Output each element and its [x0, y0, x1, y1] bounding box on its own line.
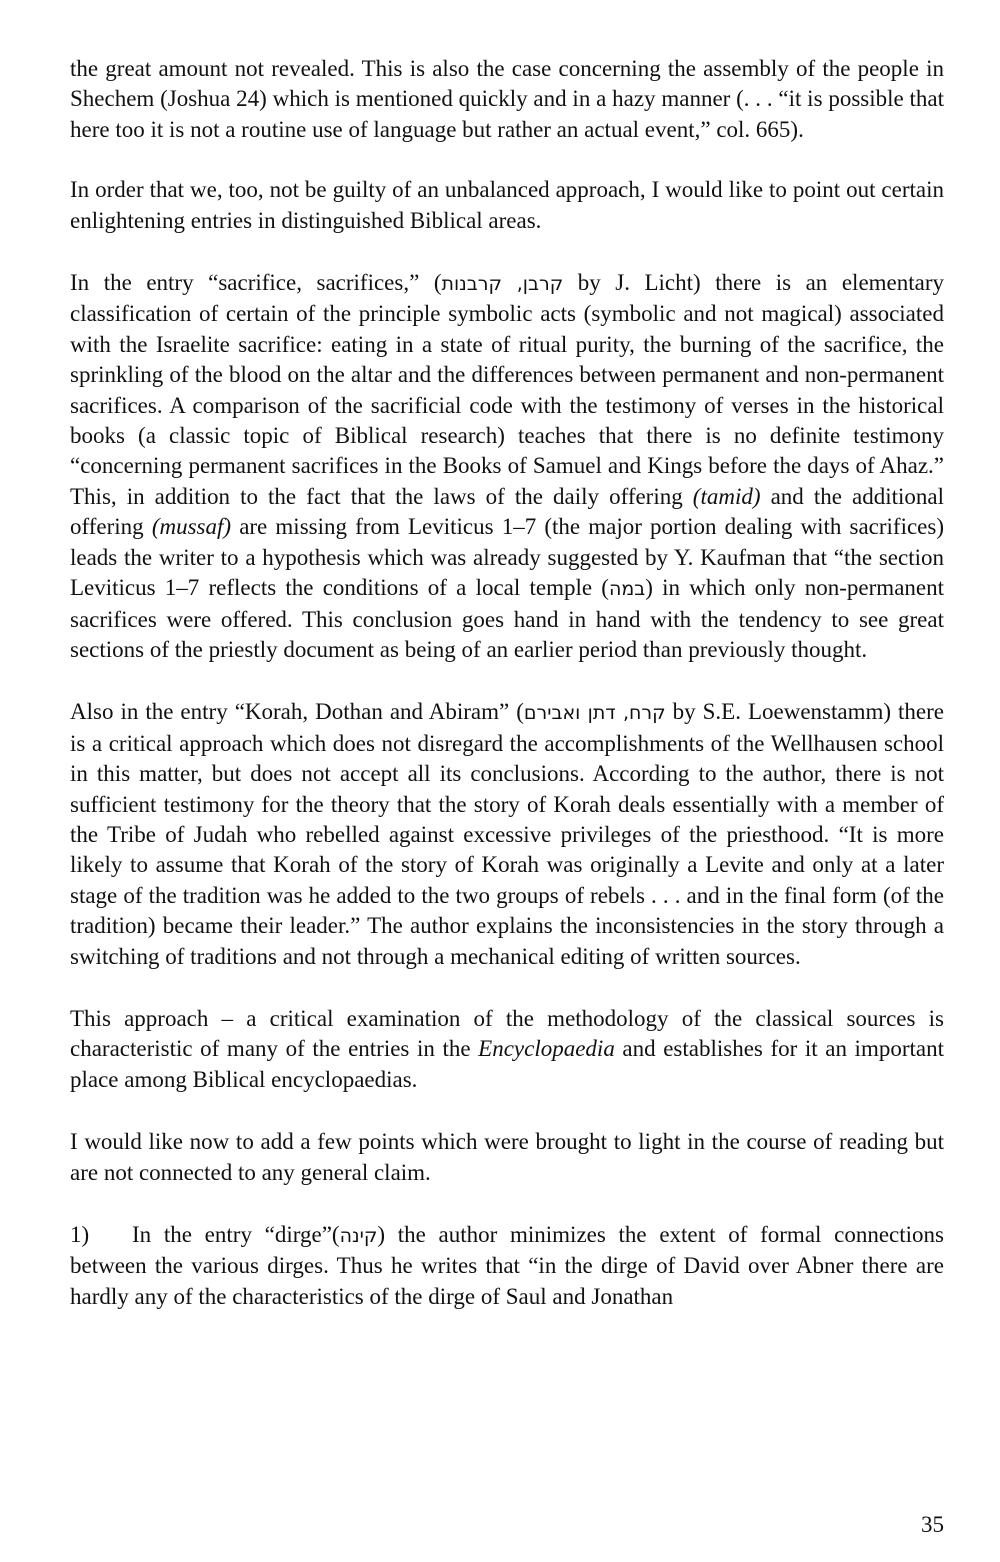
- hebrew-term-sacrifices: קרבן, קרבנות: [441, 273, 564, 296]
- hebrew-term-bamah: במה: [608, 578, 646, 601]
- paragraph-3: [70, 268, 944, 665]
- page-body: [70, 54, 944, 1312]
- paragraph-7-text-a: In the entry “dirge”(: [132, 1222, 340, 1247]
- paragraph-6: I would like now to add a few points which were brought to light in the course of reading but are not connected to any general claim.: [70, 1129, 944, 1185]
- paragraph-7: [70, 1220, 944, 1312]
- paragraph-2: In order that we, too, not be guilty of an unbalanced approach, I would like to point out certain enlightening entries in distinguished Biblical areas.: [70, 177, 944, 233]
- paragraph-5-text-a: This approach – a critical examination of the methodology of the classical sources is characteristic of many of the entries in the: [70, 1005, 944, 1062]
- hebrew-term-dirge: קינה: [339, 1225, 378, 1247]
- paragraph-5: [70, 1004, 944, 1095]
- list-number: 1): [70, 1222, 90, 1247]
- paragraph-4: [70, 697, 944, 972]
- italic-term-mussaf: (mussaf): [151, 514, 232, 540]
- paragraph-7-text-b: ) the author minimizes the extent of formal connections between the various dirges. Thus he writes that “in the dirge of David over Abner there are hardly any of the characteristics of the dirge of Saul and Jonathan: [70, 1222, 944, 1309]
- italic-term-tamid: (tamid): [692, 483, 761, 509]
- paragraph-5-text-b: and establishes for it an important place among Biblical encyclopaedias.: [70, 1036, 944, 1092]
- page-number: 35: [921, 1512, 944, 1537]
- paragraph-1: the great amount not revealed. This is also the case concerning the assembly of the people in Shechem (Joshua 24) which is mentioned quickly and in a hazy manner (. . . “it is possible that here too it is not a routine use of language but rather an actual event,” col. 665).: [70, 56, 944, 142]
- paragraph-4-text-b: by S.E. Loewenstamm) there is a critical approach which does not disregard the accomplishments of the Wellhausen school in this matter, but does not accept all its conclusions. According to the author, there is not sufficient testimony for the theory that the story of Korah deals essentially with a member of the Tribe of Judah who rebelled against excessive privileges of the priesthood. “It is more likely to assume that Korah of the story of Korah was originally a Levite and only at a later stage of the tradition was he added to the two groups of rebels . . . and in the final form (of the tradition) became their leader.” The author explains the inconsistencies in the story through a switching of traditions and not through a mechanical editing of written sources.: [70, 699, 944, 969]
- paragraph-3-text-b: by J. Licht) there is an elementary classification of certain of the principle symbolic acts (symbolic and not magical) associated with the Israelite sacrifice: eating in a state of ritual purity, the burning of the sacrifice, the sprinkling of the blood on the altar and the differences between permanent and non-permanent sacrifices. A comparison of the sacrificial code with the testimony of verses in the historical books (a classic topic of Biblical research) teaches that there is no definite testimony “concerning permanent sacrifices in the Books of Samuel and Kings before the days of Ahaz.” This, in addition to the fact that the laws of the daily offering: [70, 270, 945, 509]
- paragraph-3-text-d: are missing from Leviticus 1–7 (the major portion dealing with sacrifices) leads the writer to a hypothesis which was already suggested by Y. Kaufman that “the section Leviticus 1–7 reflects the conditions of a local temple (: [70, 514, 944, 601]
- paragraph-4-text-a: Also in the entry “Korah, Dothan and Abiram” (: [70, 699, 524, 725]
- paragraph-3-text-c: and the additional offering: [70, 483, 944, 540]
- paragraph-3-text-e: ) in which only non-permanent sacrifices were offered. This conclusion goes hand in hand with the tendency to see great sections of the priestly document as being of an earlier period than previously thought.: [70, 575, 944, 662]
- hebrew-term-korah: קרח, דתן ואבירם: [523, 702, 666, 725]
- italic-encyclopaedia: Encyclopaedia: [478, 1036, 615, 1062]
- paragraph-3-text-a: In the entry “sacrifice, sacrifices,” (: [70, 270, 442, 296]
